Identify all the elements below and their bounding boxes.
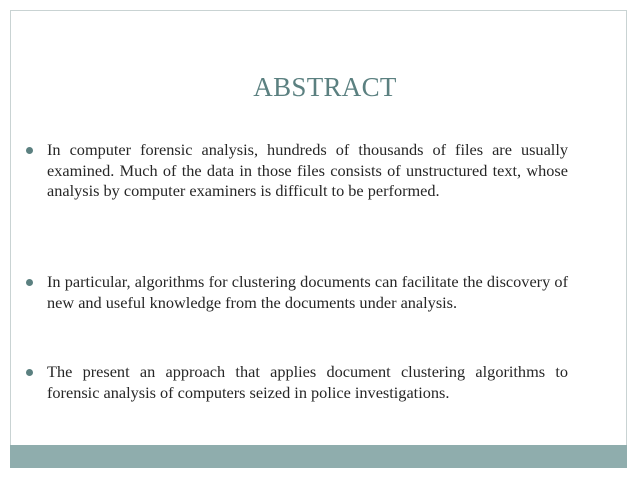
bullet-dot-icon (26, 279, 33, 286)
bullet-text: The present an approach that applies document clustering algorithms to forensic analysis of computers seized in police investigations. (47, 362, 568, 402)
bullet-dot-icon (26, 147, 33, 154)
slide-title: ABSTRACT (253, 72, 397, 102)
bottom-accent-bar (10, 445, 627, 468)
bullet-text: In particular, algorithms for clustering documents can facilitate the discovery of new and useful knowledge from the documents under analysis. (47, 272, 568, 312)
bullet-dot-icon (26, 369, 33, 376)
bullet-text: In computer forensic analysis, hundreds of thousands of files are usually examined. Much of the data in those files consists of unstructured text, whose analysis by computer examiners is difficult to be performed. (47, 140, 568, 200)
